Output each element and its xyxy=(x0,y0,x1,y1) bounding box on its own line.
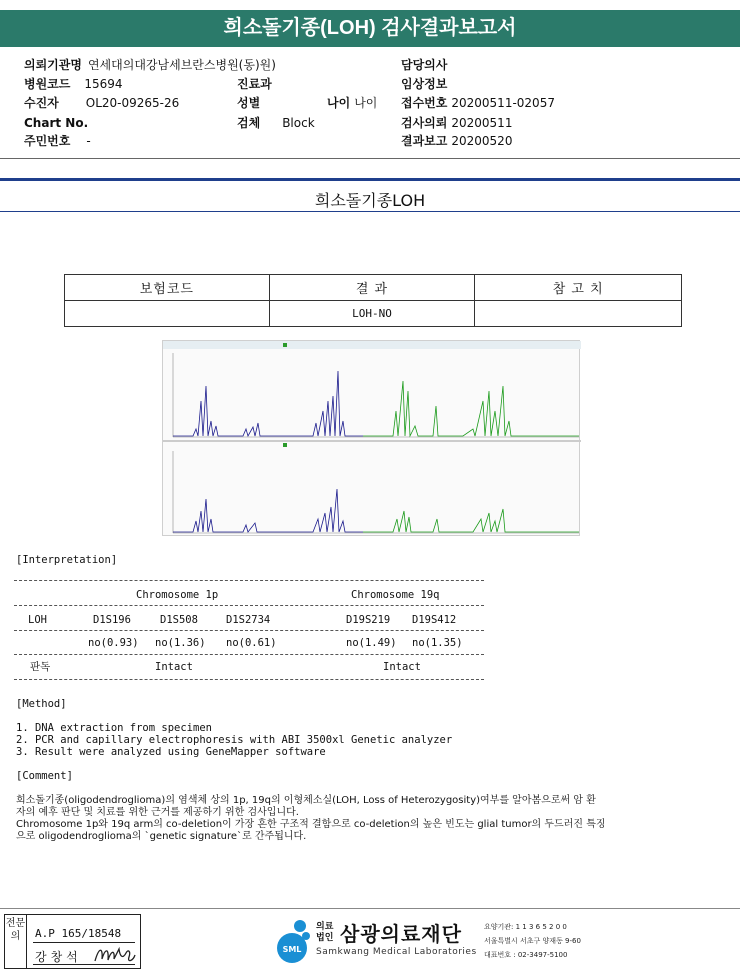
reference-header: 참 고 치 xyxy=(475,275,682,301)
resident-no-value: - xyxy=(86,134,91,148)
method-heading: [Method] xyxy=(16,698,67,710)
result-table xyxy=(64,274,682,327)
clinical-info-label: 임상정보 xyxy=(401,77,448,91)
section-top-rule xyxy=(0,178,740,181)
corp-label-2: 법인 xyxy=(316,933,334,943)
hospital-code-label: 병원코드 xyxy=(24,77,71,91)
company-phone: 대표번호 : 02-3497-5100 xyxy=(484,951,568,959)
chromosome-1p-label: Chromosome 1p xyxy=(136,589,219,601)
reference-cell xyxy=(475,301,682,327)
method-line-2: 2. PCR and capillary electrophoresis with ABI 3500xl Genetic analyzer xyxy=(16,734,453,746)
interp-rule-4 xyxy=(14,654,484,655)
receipt-no-value: 20200511-02057 xyxy=(451,96,555,110)
table-row xyxy=(65,301,682,327)
department-row xyxy=(237,76,278,92)
clinical-info-row xyxy=(401,76,453,92)
interp-rule-1 xyxy=(14,580,484,581)
company-name-kr: 삼광의료재단 xyxy=(340,922,462,946)
receipt-no-label: 접수번호 xyxy=(401,96,448,110)
section-bottom-rule xyxy=(0,211,740,212)
institution-row xyxy=(24,57,276,73)
institution-code: 요양기관: 1 1 3 6 5 2 0 0 xyxy=(484,923,567,931)
sex-label: 성별 xyxy=(237,96,261,110)
logo-text: SML xyxy=(282,945,302,954)
specimen-label: 검체 xyxy=(237,116,261,130)
header-divider xyxy=(0,158,740,159)
marker-d1s196: D1S196 xyxy=(93,614,131,626)
value-d1s508: no(1.36) xyxy=(155,637,206,649)
doctor-row xyxy=(401,57,453,73)
company-address: 서울특별시 서초구 양재동 9-60 xyxy=(484,937,581,945)
interp-rule-2 xyxy=(14,605,484,606)
stamp-name: 강창석 xyxy=(35,950,82,964)
age-row xyxy=(327,95,377,111)
value-d1s196: no(0.93) xyxy=(88,637,139,649)
comment-heading: [Comment] xyxy=(16,770,73,782)
corp-label xyxy=(316,922,333,944)
comment-line-4: 으로 oligodendroglioma의 `genetic signature`로 간주됩니다. xyxy=(16,831,307,842)
stamp-license-id: A.P 165/18548 xyxy=(35,927,122,940)
request-date-row xyxy=(401,115,512,131)
company-logo xyxy=(270,914,610,970)
age-value: 나이 xyxy=(354,96,378,110)
institution-value: 연세대의대강남세브란스병원(동)원) xyxy=(87,58,276,72)
electropherogram-image xyxy=(162,340,580,536)
comment-line-2: 자의 예후 판단 및 치료를 위한 근거를 제공하기 위한 검사입니다. xyxy=(16,807,299,818)
request-date-value: 20200511 xyxy=(451,116,513,130)
hospital-code-value: 15694 xyxy=(84,77,123,91)
method-line-3: 3. Result were analyzed using GeneMapper software xyxy=(16,746,326,758)
signature-icon xyxy=(93,943,137,965)
footer-divider xyxy=(0,908,740,909)
marker-d19s412: D19S412 xyxy=(412,614,457,626)
interp-rule-3 xyxy=(14,630,484,631)
result-cell: LOH-NO xyxy=(269,301,475,327)
hospital-code-row xyxy=(24,76,123,92)
chromosome-19q-label: Chromosome 19q xyxy=(351,589,440,601)
table-header-row xyxy=(65,275,682,301)
specimen-row xyxy=(237,115,315,131)
specimen-no-row xyxy=(24,95,179,111)
stamp-side-label: 전문의 xyxy=(5,915,27,968)
age-label: 나이 xyxy=(327,96,351,110)
judgement-label: 판독 xyxy=(30,661,51,673)
resident-no-label: 주민번호 xyxy=(24,134,71,148)
marker-d1s2734: D1S2734 xyxy=(226,614,271,626)
section-title: 희소돌기종LOH xyxy=(314,191,426,210)
request-date-label: 검사의뢰 xyxy=(401,116,448,130)
value-d19s219: no(1.49) xyxy=(346,637,397,649)
chart-no-row xyxy=(24,115,94,131)
report-date-value: 20200520 xyxy=(451,134,513,148)
specimen-value: Block xyxy=(282,116,315,130)
specimen-no-label: 수진자 xyxy=(24,96,59,110)
report-date-row xyxy=(401,133,512,149)
marker-d19s219: D19S219 xyxy=(346,614,391,626)
corp-label-1: 의료 xyxy=(316,922,334,932)
judgement-1p: Intact xyxy=(155,661,193,673)
value-d19s412: no(1.35) xyxy=(412,637,463,649)
receipt-no-row xyxy=(401,95,555,111)
loh-row-label: LOH xyxy=(28,614,47,626)
department-label: 진료과 xyxy=(237,77,272,91)
comment-line-3: Chromosome 1p와 19q arm의 co-deletion이 가장 흔한 구조적 결함으로 co-deletion의 높은 빈도는 glial tumor의 두드러진 특징 xyxy=(16,819,606,830)
company-name-en: Samkwang Medical Laboratories xyxy=(316,947,477,957)
institution-label: 의뢰기관명 xyxy=(24,58,82,72)
method-line-1: 1. DNA extraction from specimen xyxy=(16,722,212,734)
electropherogram-graphic xyxy=(163,341,581,537)
value-d1s2734: no(0.61) xyxy=(226,637,277,649)
comment-line-1: 희소돌기종(oligodendroglioma)의 염색체 상의 1p, 19q의 이형체소실(LOH, Loss of Heterozygosity)여부를 알아봄으로써 암 환 xyxy=(16,795,596,806)
insurance-code-header: 보험코드 xyxy=(65,275,270,301)
chart-no-label: Chart No. xyxy=(24,116,89,130)
interpretation-heading: [Interpretation] xyxy=(16,554,118,566)
specimen-no-value: OL20-09265-26 xyxy=(85,96,180,110)
sex-row xyxy=(237,95,266,111)
doctor-label: 담당의사 xyxy=(401,58,448,72)
interp-rule-5 xyxy=(14,679,484,680)
report-date-label: 결과보고 xyxy=(401,134,448,148)
insurance-code-cell xyxy=(65,301,270,327)
pathologist-stamp xyxy=(4,914,141,969)
report-title: 희소돌기종(LOH) 검사결과보고서 xyxy=(0,10,740,47)
judgement-19q: Intact xyxy=(383,661,421,673)
sml-logo-icon xyxy=(270,916,314,966)
resident-no-row xyxy=(24,133,91,149)
result-header: 결 과 xyxy=(269,275,475,301)
marker-d1s508: D1S508 xyxy=(160,614,198,626)
